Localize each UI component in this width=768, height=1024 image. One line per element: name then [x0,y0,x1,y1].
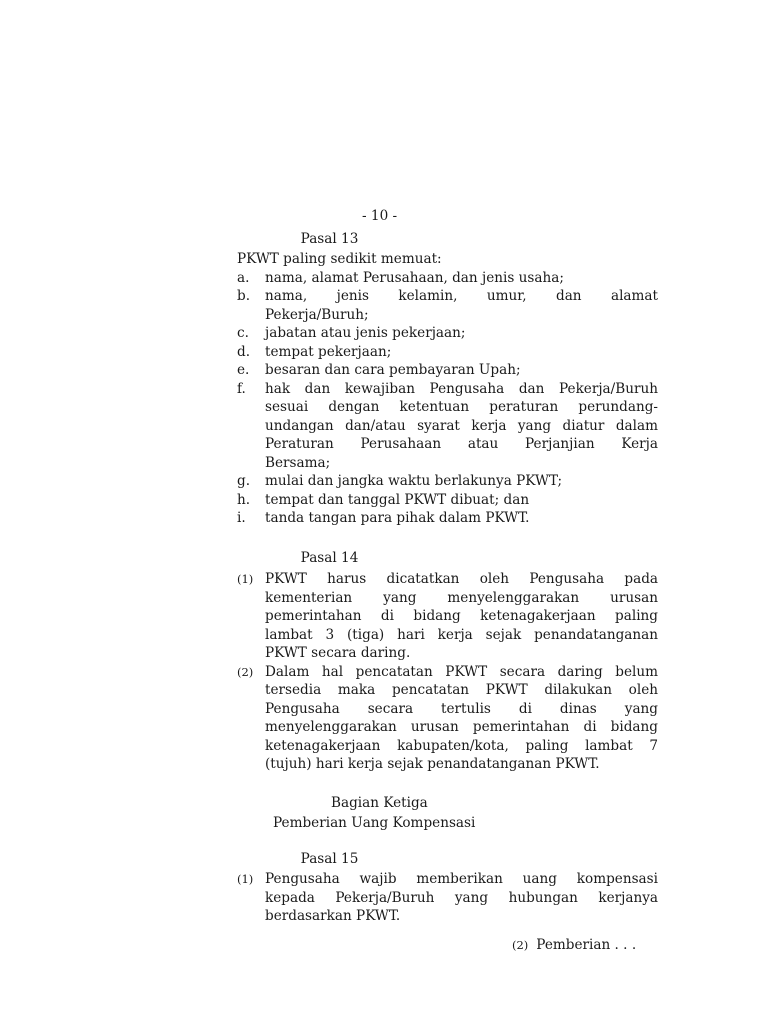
list-marker: (2) [237,664,254,679]
pasal-14-body [237,570,658,774]
section-subtitle: Pemberian Uang Kompensasi [273,815,476,831]
list-item-line: Pekerja/Buruh; [265,306,369,323]
page-number: - 10 - [362,208,398,224]
list-item-line: mulai dan jangka waktu berlakunya PKWT; [265,473,563,489]
list-item [237,287,658,324]
list-item-line: lambat 3 (tiga) hari kerja sejak penandatanganan [265,626,658,643]
list-item-line: Bersama; [265,454,331,471]
list-marker: (1) [237,572,254,586]
list-item-line: menyelenggarakan urusan pemerintahan di bidang [265,719,658,735]
list-marker: f. [237,380,246,397]
list-item-line: ketenagakerjaan kabupaten/kota, paling lambat 7 [265,737,658,754]
pasal-14-title: Pasal 14 [300,550,359,566]
list-item-line: nama, alamat Perusahaan, dan jenis usaha; [265,269,564,286]
list-item-line: tanda tangan para pihak dalam PKWT. [265,510,530,526]
list-marker: h. [237,491,251,508]
pasal-15-body [237,870,658,926]
list-marker: a. [237,269,250,286]
list-item [237,380,658,473]
list-item-line: besaran dan cara pembayaran Upah; [265,362,521,378]
list-item-line: Pengusaha wajib memberikan uang kompensasi [265,871,658,887]
pasal-13-intro: PKWT paling sedikit memuat: [237,251,442,267]
list-item-line: Peraturan Perusahaan atau Perjanjian Kerja [265,436,658,452]
pasal-15-title: Pasal 15 [300,851,359,867]
pasal-13-body [237,250,658,528]
list-marker: i. [237,510,246,526]
list-marker: g. [237,473,251,489]
list-item-line: hak dan kewajiban Pengusaha dan Pekerja/Buruh [265,380,658,397]
list-item-line: PKWT secara daring. [265,645,411,661]
list-item-line: undangan dan/atau syarat kerja yang diatur dalam [265,417,658,434]
list-marker: e. [237,362,250,378]
list-item [237,491,658,510]
list-item-line: tempat dan tanggal PKWT dibuat; dan [265,491,530,508]
next-page-marker: (2) [512,938,529,952]
list-item-line: (tujuh) hari kerja sejak penandatanganan PKWT. [265,756,600,772]
pasal-14-list [237,570,658,774]
list-item [237,570,658,663]
list-item [237,472,658,491]
list-item-line: kementerian yang menyelenggarakan urusan [265,589,658,606]
list-item [237,269,658,288]
list-item-line: sesuai dengan ketentuan peraturan perundang- [265,399,658,415]
pasal-13-list [237,269,658,528]
next-page-text: Pemberian . . . [536,937,637,953]
list-item [237,870,658,926]
list-item-line: berdasarkan PKWT. [265,908,401,924]
list-marker: (1) [237,872,254,886]
section-title: Bagian Ketiga [331,795,428,811]
list-item-line: tempat pekerjaan; [265,343,392,360]
list-item-line: PKWT harus dicatatkan oleh Pengusaha pada [265,571,658,587]
next-page-reference [512,937,636,953]
list-item-line: nama, jenis kelamin, umur, dan alamat [265,288,658,304]
pasal-15-list [237,870,658,926]
list-item [237,324,658,343]
list-item-line: tersedia maka pencatatan PKWT dilakukan oleh [265,682,658,698]
pasal-13-title: Pasal 13 [300,231,359,247]
list-item [237,509,658,528]
list-item [237,663,658,774]
list-item-line: Dalam hal pencatatan PKWT secara daring belum [265,663,658,680]
list-item [237,343,658,362]
list-marker: d. [237,343,251,360]
list-item-line: pemerintahan di bidang ketenagakerjaan paling [265,608,658,624]
list-item-line: jabatan atau jenis pekerjaan; [265,325,466,341]
list-item [237,361,658,380]
list-marker: b. [237,288,251,304]
list-marker: c. [237,325,249,341]
list-item-line: Pengusaha secara tertulis di dinas yang [265,700,658,717]
list-item-line: kepada Pekerja/Buruh yang hubungan kerjanya [265,889,658,906]
